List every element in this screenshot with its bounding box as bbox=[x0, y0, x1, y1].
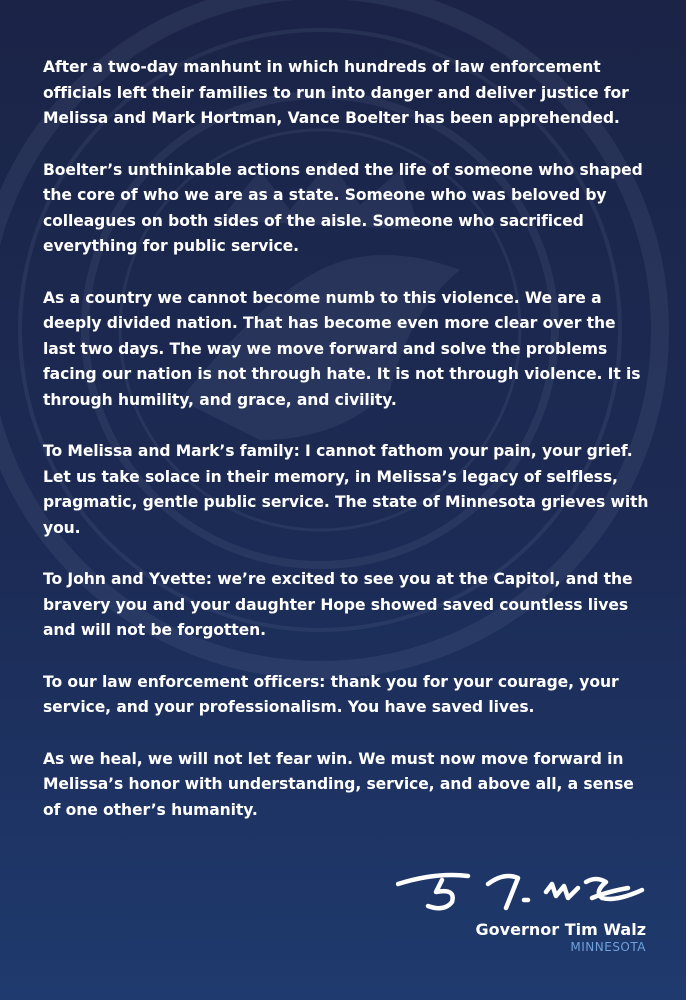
signature-block bbox=[396, 862, 646, 954]
paragraph-2: Boelter’s unthinkable actions ended the life of someone who shaped the core of who we are as a state. Someone who was beloved by colleagues on both sides of the aisle. Someone who sacrificed everything for public service. bbox=[43, 160, 643, 255]
paragraph-1: After a two-day manhunt in which hundreds of law enforcement officials left their families to run into danger and deliver justice for Melissa and Mark Hortman, Vance Boelter has been apprehended. bbox=[43, 58, 629, 127]
signatory-name: Governor Tim Walz bbox=[475, 920, 646, 939]
paragraph-4: To Melissa and Mark’s family: I cannot fathom your pain, your grief. Let us take solace in their memory, in Melissa’s legacy of selfless, pragmatic, gentle public service. The state of Minnesota grieves with you. bbox=[43, 442, 649, 537]
handwritten-signature bbox=[396, 862, 646, 914]
paragraph-5: To John and Yvette: we’re excited to see you at the Capitol, and the bravery you and your daughter Hope showed saved countless lives and will not be forgotten. bbox=[43, 570, 633, 639]
signatory-state: MINNESOTA bbox=[570, 940, 646, 954]
paragraph-6: To our law enforcement officers: thank you for your courage, your service, and your professionalism. You have saved lives. bbox=[43, 672, 619, 716]
statement-body bbox=[43, 55, 653, 849]
paragraph-7: As we heal, we will not let fear win. We must now move forward in Melissa’s honor with understanding, service, and above all, a sense of one other’s humanity. bbox=[43, 749, 634, 819]
paragraph-3: As a country we cannot become numb to this violence. We are a deeply divided nation. That has become even more clear over the last two days. The way we move forward and solve the problems facing our nation is not through hate. It is not through violence. It is through humility, and grace, and civility. bbox=[43, 288, 641, 409]
